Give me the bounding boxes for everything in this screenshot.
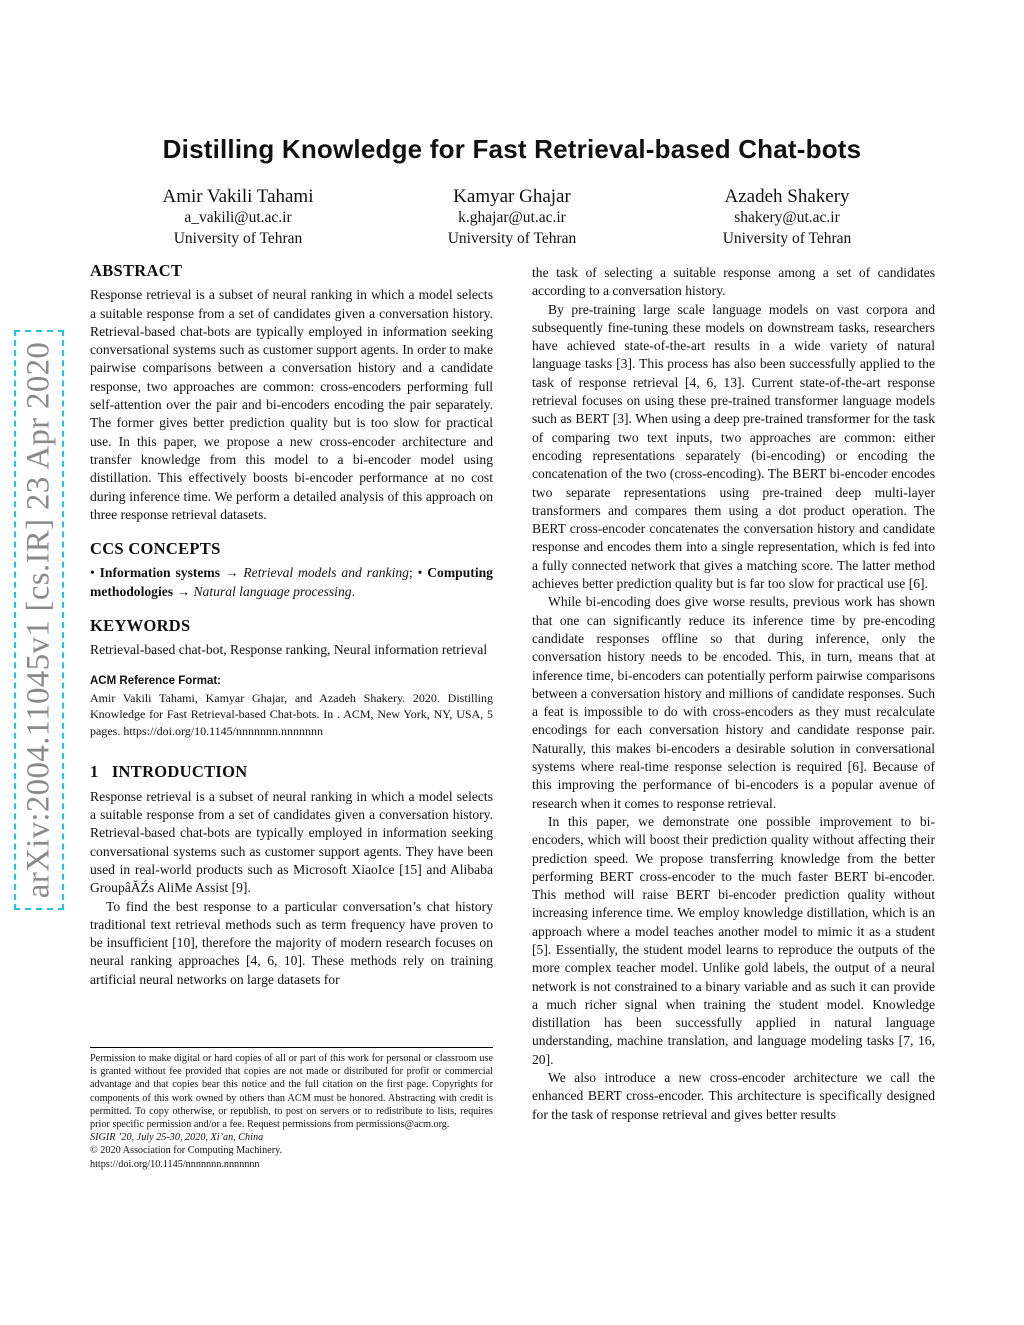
author-block (108, 186, 368, 249)
ccs-heading: CCS CONCEPTS (90, 539, 221, 559)
abstract-heading: ABSTRACT (90, 261, 183, 280)
left-column (90, 262, 493, 989)
author-affiliation: University of Tehran (173, 230, 303, 247)
ccs-bullet: • (90, 565, 100, 581)
author-email[interactable]: k.ghajar@ut.ac.ir (458, 209, 566, 226)
author-block (382, 186, 642, 249)
author-block (657, 186, 917, 249)
permission-notice: Permission to make digital or hard copies of all or part of this work for personal or classroom use is granted without fee provided that copies are not made or distributed for profit or commercial advantage and that copies bear this notice and the full citation on the first page. Copyrights for components of this work owned by others than ACM must be honored. Abstracting with credit is permitted. To copy otherwise, or republish, to post on servers or to redistribute to lists, requires prior specific permission and/or a fee. Request permissions from permissions@acm.org. (90, 1053, 493, 1131)
ccs-desc: Natural language processing (193, 583, 352, 599)
ccs-arrow: → (173, 583, 194, 599)
right-column (532, 264, 935, 1124)
author-name: Amir Vakili Tahami (162, 186, 314, 207)
arxiv-identifier: arXiv:2004.11045v1 [cs.IR] 23 Apr 2020 (20, 341, 57, 899)
copyright-line: © 2020 Association for Computing Machinery. (90, 1145, 283, 1157)
keywords-text: Retrieval-based chat-bot, Response ranking, Neural information retrieval (90, 642, 488, 658)
ccs-arrow: → (220, 565, 244, 581)
body-paragraph: While bi-encoding does give worse results, previous work has shown that one can significantly reduce its inference time by pre-encoding candidate responses offline so that during inference, only the conversation history needs to be encoded. This, in turn, means that at inference time, bi-encoders can potentially perform pairwise comparisons between a conversation history and millions of candidate responses. Such a feat is impossible to do with cross-encoders as they must recalculate encodings for each conversation history and candidate response pair. Naturally, this makes bi-encoders a desirable solution in conversational systems where real-time response selection is required [6]. Because of this improving the performance of bi-encoders is a popular avenue of research when it comes to response retrieval. (532, 594, 935, 811)
author-affiliation: University of Tehran (722, 230, 852, 247)
introduction-heading: 1 INTRODUCTION (90, 762, 248, 782)
ccs-bullet: • (417, 565, 428, 581)
acm-reference-heading: ACM Reference Format: (90, 674, 221, 687)
ccs-desc: Retrieval models and ranking (243, 565, 409, 581)
intro-paragraph: To find the best response to a particular conversation’s chat history traditional text retrieval methods such as term frequency have proven to be insufficient [10], therefore the majority of modern research focuses on neural ranking approaches [4, 6, 10]. These methods rely on training artificial neural networks on large datasets for (90, 898, 493, 987)
ccs-end: . (351, 583, 355, 599)
intro-paragraph: Response retrieval is a subset of neural ranking in which a model selects a suitable response from a set of candidates given a conversation history. Retrieval-based chat-bots are typically employed in information seeking conversational systems such as customer support agents. They have been used in real-world products such as Microsoft XiaoIce [15] and Alibaba GroupâĂŹs AliMe Assist [9]. (90, 788, 493, 896)
body-paragraph: We also introduce a new cross-encoder architecture we call the enhanced BERT cross-encoder. This architecture is specifically designed for the task of response retrieval and gives better results (532, 1070, 935, 1122)
body-paragraph: In this paper, we demonstrate one possible improvement to bi-encoders, which will boost their prediction quality without affecting their prediction speed. We propose transferring knowledge from the better performing BERT cross-encoder to the much faster BERT bi-encoder. This method will raise BERT bi-encoder prediction quality without increasing inference time. We employ knowledge distillation, which is an approach where a model teaches another model to mimic it as a student [5]. Essentially, the student model learns to reproduce the outputs of the more complex teacher model. Unlike gold labels, the output of a neural network is not constrained to a binary variable and as such it can provide a much richer signal when training the student model. Knowledge distillation has been successfully applied in natural language understanding, machine translation, and language modeling tasks [7, 16, 20]. (532, 813, 935, 1067)
ccs-separator: ; (408, 565, 418, 581)
acm-reference-text: Amir Vakili Tahami, Kamyar Ghajar, and Azadeh Shakery. 2020. Distilling Knowledge for Fast Retrieval-based Chat-bots. In . ACM, New York, NY, USA, 5 pages. https://doi.org/10.1145/nnnnnnn.nnnnnnn (90, 690, 493, 738)
doi-link[interactable]: https://doi.org/10.1145/nnnnnnn.nnnnnnn (90, 1158, 260, 1170)
author-email[interactable]: a_vakili@ut.ac.ir (184, 209, 292, 226)
author-affiliation: University of Tehran (447, 230, 577, 247)
author-name: Kamyar Ghajar (453, 186, 571, 207)
keywords-section (90, 617, 493, 660)
author-email[interactable]: shakery@ut.ac.ir (734, 209, 840, 226)
conference-info: SIGIR ’20, July 25-30, 2020, Xi’an, China (90, 1132, 264, 1144)
abstract-text: Response retrieval is a subset of neural ranking in which a model selects a suitable response from a set of candidates given a conversation history. Retrieval-based chat-bots are typically employed in information seeking conversational systems such as customer support agents. In order to make pairwise comparisons between a conversation history and a candidate response, two approaches are common: cross-encoders performing full self-attention over the pair and bi-encoders encoding the pair separately. The former gives better prediction quality but is too slow for practical use. In this paper, we propose a new cross-encoder architecture and transfer knowledge from this model to a bi-encoder model using distillation. This effectively boosts bi-encoder performance at no cost during inference time. We perform a detailed analysis of this approach on three response retrieval datasets. (90, 287, 493, 522)
body-paragraph: By pre-training large scale language models on vast corpora and subsequently fine-tuning these models on downstream tasks, researchers have achieved state-of-the-art results in a wide variety of natural language tasks [3]. This process has also been successfully applied to the task of response retrieval [4, 6, 13]. Current state-of-the-art response retrieval focuses on using these pre-trained transformer language models such as BERT [3]. When using a deep pre-trained transformer for the task of comparing two text inputs, two approaches are common: either encoding representations separately (bi-encoding) or encoding the concatenation of the two (cross-encoding). The BERT bi-encoder encodes two separate representations using pre-trained deep multi-layer transformers and compares them using a dot product operation. The BERT cross-encoder concatenates the conversation history and candidate response and encodes them into a single representation, which is fed into a fully connected network that gives a matching score. The latter method achieves better prediction quality but is far too slow for practical use [6]. (532, 301, 935, 592)
introduction-section (90, 763, 493, 989)
keywords-heading: KEYWORDS (90, 616, 191, 636)
ccs-term: Computing methodologies (90, 565, 493, 599)
ccs-term: Information systems (99, 565, 221, 581)
arxiv-side-stamp (14, 330, 64, 910)
copyright-footnote (90, 1047, 493, 1171)
ccs-concepts (90, 564, 493, 601)
paper-title: Distilling Knowledge for Fast Retrieval-based Chat-bots (162, 134, 862, 164)
author-name: Azadeh Shakery (724, 186, 850, 207)
body-paragraph: the task of selecting a suitable response among a set of candidates according to a conversation history. (532, 265, 935, 299)
ccs-section (90, 540, 493, 601)
